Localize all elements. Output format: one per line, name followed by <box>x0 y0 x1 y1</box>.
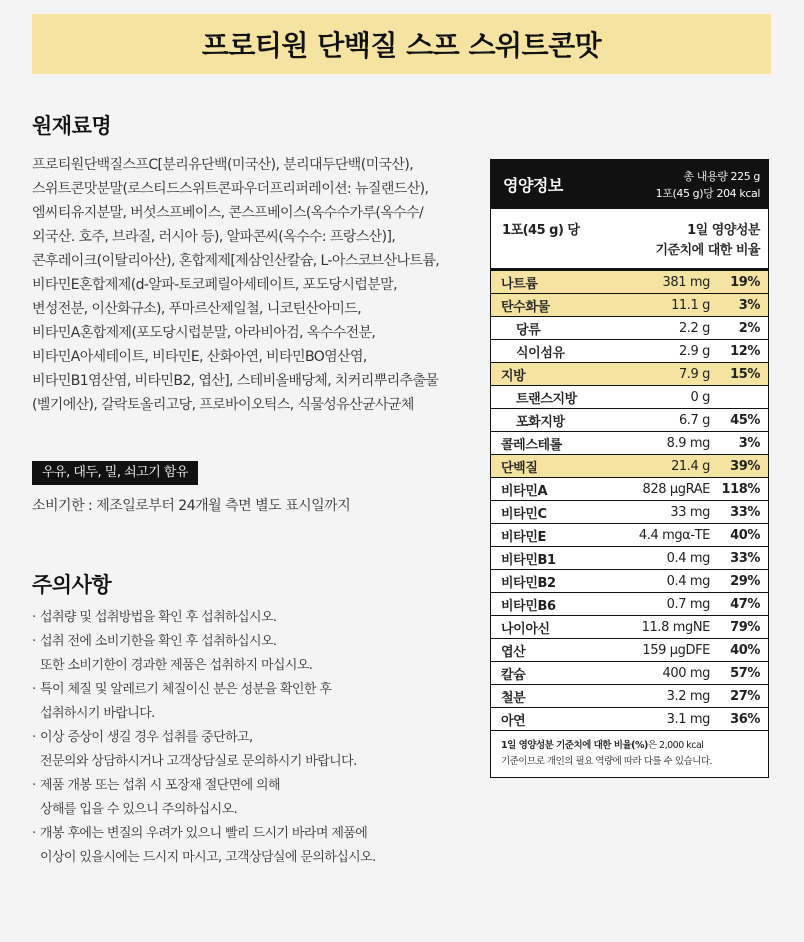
nutrition-subheader <box>491 209 768 271</box>
nutrition-footnote <box>491 731 768 770</box>
nutrition-row <box>491 662 768 685</box>
nutrition-row <box>491 501 768 524</box>
nutrition-row <box>491 639 768 662</box>
nutrient-name: 지방 <box>501 368 526 384</box>
nutrient-name: 비타민E <box>501 529 546 545</box>
nutrition-title: 영양정보 <box>503 176 563 195</box>
daily-value-line1: 1일 영양성분 <box>687 223 760 238</box>
nutrient-name: 단백질 <box>501 460 538 476</box>
nutrition-total <box>656 168 760 202</box>
nutrient-percent: 2% <box>738 320 760 336</box>
nutrition-rows <box>491 271 768 731</box>
caution-line: 상해를 입을 수 있으니 주의하십시오. <box>40 802 238 817</box>
nutrient-amount: 8.9 mg <box>666 435 710 451</box>
nutrient-percent: 57% <box>730 665 760 681</box>
per-serving-label: 1포(45 g) 당 <box>502 223 580 238</box>
nutrient-amount: 0 g <box>690 389 710 405</box>
nutrient-name: 비타민B2 <box>501 575 556 591</box>
nutrition-panel <box>490 159 769 778</box>
caution-item <box>32 726 452 774</box>
caution-heading: 주의사항 <box>32 573 112 597</box>
nutrition-row <box>491 455 768 478</box>
daily-value-line2: 기준치에 대한 비율 <box>655 243 760 258</box>
footnote-rest: 은 2,000 kcal <box>647 740 704 751</box>
nutrition-row <box>491 708 768 731</box>
expiry-text: 소비기한 : 제조일로부터 24개월 측면 별도 표시일까지 <box>32 498 351 514</box>
nutrient-name: 비타민B6 <box>501 598 556 614</box>
nutrition-row <box>491 616 768 639</box>
nutrition-row <box>491 340 768 363</box>
nutrient-percent: 3% <box>738 297 760 313</box>
nutrient-name: 비타민A <box>501 483 548 499</box>
nutrient-percent: 45% <box>730 412 760 428</box>
nutrient-amount: 11.8 mgNE <box>641 619 710 635</box>
caution-item <box>32 822 452 870</box>
nutrient-amount: 400 mg <box>662 665 710 681</box>
bullet-mark: · <box>32 610 36 625</box>
nutrition-row <box>491 432 768 455</box>
nutrient-name: 포화지방 <box>516 414 565 430</box>
nutrition-row <box>491 386 768 409</box>
nutrient-amount: 6.7 g <box>678 412 710 428</box>
nutrient-percent: 3% <box>738 435 760 451</box>
nutrition-row <box>491 524 768 547</box>
caution-line: 제품 개봉 또는 섭취 시 포장재 절단면에 의해 <box>40 778 280 793</box>
nutrient-percent: 19% <box>730 274 760 290</box>
nutrient-amount: 7.9 g <box>678 366 710 382</box>
nutrient-name: 탄수화물 <box>501 299 550 315</box>
nutrient-amount: 3.2 mg <box>666 688 710 704</box>
nutrition-row <box>491 478 768 501</box>
nutrient-percent: 15% <box>730 366 760 382</box>
nutrition-row <box>491 547 768 570</box>
ingredients-heading: 원재료명 <box>32 114 112 138</box>
title-banner <box>32 14 771 74</box>
nutrient-percent: 47% <box>730 596 760 612</box>
nutrient-percent: 33% <box>730 550 760 566</box>
nutrient-amount: 3.1 mg <box>666 711 710 727</box>
ingredients-text: 프로티원단백질스프C[분리유단백(미국산), 분리대두단백(미국산), 스위트콘맛분말(로스티드스위트콘파우더프리퍼레이션: 뉴질랜드산), 엠씨티유지분말, 버섯스프베이스, 콘스프베이스(옥수수가루(옥수수/외국산. 호주, 브라질, 러시아 등), 알파콘씨(옥수수: 프랑스산)], 콘후레이크(이탈리아산), 혼합제제[제삼인산칼슘, L-아스코브산나트륨, 비타민E혼합제제(d-알파-토코페릴아세테이트, 포도당시럽분말, 변성전분, 이산화규소), 푸마르산제일철, 니코틴산아미드, 비타민A혼합제제(포도당시럽분말, 아라비아검, 옥수수전분, 비타민A아세테이트, 비타민E, 산화아연, 비타민BO염산염, 비타민B1염산염, 비타민B2, 엽산], 스테비올배당체, 치커리뿌리추출물(벨기에산), 갈락토올리고당, 프로바이오틱스, 식물성유산균사균체 <box>32 157 440 413</box>
nutrient-amount: 4.4 mgα-TE <box>638 527 710 543</box>
total-content: 총 내용량 225 g <box>683 169 760 183</box>
nutrient-percent: 36% <box>730 711 760 727</box>
nutrient-amount: 381 mg <box>662 274 710 290</box>
nutrition-row <box>491 363 768 386</box>
nutrition-row <box>491 685 768 708</box>
caution-line: 전문의와 상담하시거나 고객상담실로 문의하시기 바랍니다. <box>40 754 357 769</box>
nutrition-row <box>491 271 768 294</box>
product-title: 프로티원 단백질 스프 스위트콘맛 <box>201 29 602 62</box>
caution-list <box>32 606 452 870</box>
caution-item <box>32 630 452 678</box>
nutrient-name: 당류 <box>516 322 541 338</box>
footnote-line2: 기준이므로 개인의 필요 역량에 따라 다를 수 있습니다. <box>501 756 713 767</box>
nutrient-name: 비타민B1 <box>501 552 556 568</box>
nutrient-name: 콜레스테롤 <box>501 437 562 453</box>
nutrient-amount: 2.2 g <box>678 320 710 336</box>
nutrition-row <box>491 317 768 340</box>
nutrient-amount: 21.4 g <box>671 458 710 474</box>
nutrition-row <box>491 593 768 616</box>
caution-line: 특이 체질 및 알레르기 체질이신 분은 성분을 확인한 후 <box>40 682 332 697</box>
caution-line: 이상 증상이 생길 경우 섭취를 중단하고, <box>40 730 253 745</box>
nutrient-name: 아연 <box>501 713 526 729</box>
bullet-mark: · <box>32 826 36 841</box>
caution-item <box>32 774 452 822</box>
nutrient-name: 나이아신 <box>501 621 550 637</box>
nutrition-row <box>491 294 768 317</box>
caution-line: 섭취 전에 소비기한을 확인 후 섭취하십시오. <box>40 634 277 649</box>
nutrient-percent: 12% <box>730 343 760 359</box>
caution-line: 개봉 후에는 변질의 우려가 있으니 빨리 드시기 바라며 제품에 <box>40 826 368 841</box>
nutrient-name: 식이섬유 <box>516 345 565 361</box>
nutrient-amount: 828 μgRAE <box>642 481 710 497</box>
allergen-badge: 우유, 대두, 밀, 쇠고기 함유 <box>32 461 198 485</box>
nutrient-percent: 79% <box>730 619 760 635</box>
nutrient-percent: 29% <box>730 573 760 589</box>
nutrient-amount: 0.4 mg <box>666 550 710 566</box>
nutrient-amount: 2.9 g <box>678 343 710 359</box>
nutrient-name: 철분 <box>501 690 526 706</box>
nutrient-percent: 118% <box>721 481 760 497</box>
nutrient-amount: 0.4 mg <box>666 573 710 589</box>
nutrition-header <box>491 160 768 209</box>
daily-value-label <box>655 221 760 261</box>
nutrition-row <box>491 409 768 432</box>
nutrient-name: 엽산 <box>501 644 526 660</box>
nutrient-amount: 159 μgDFE <box>642 642 710 658</box>
nutrient-percent: 33% <box>730 504 760 520</box>
caution-line: 또한 소비기한이 경과한 제품은 섭취하지 마십시오. <box>40 658 313 673</box>
caution-line: 섭취하시기 바랍니다. <box>40 706 155 721</box>
nutrient-amount: 0.7 mg <box>666 596 710 612</box>
nutrient-name: 칼슘 <box>501 667 526 683</box>
nutrient-name: 비타민C <box>501 506 547 522</box>
caution-item <box>32 606 452 630</box>
caution-line: 섭취량 및 섭취방법을 확인 후 섭취하십시오. <box>40 610 277 625</box>
bullet-mark: · <box>32 682 36 697</box>
nutrient-amount: 11.1 g <box>671 297 710 313</box>
bullet-mark: · <box>32 634 36 649</box>
nutrient-name: 트랜스지방 <box>516 391 577 407</box>
serving-kcal: 1포(45 g)당 204 kcal <box>655 186 760 200</box>
nutrient-amount: 33 mg <box>670 504 710 520</box>
nutrient-percent: 40% <box>730 527 760 543</box>
nutrient-percent: 27% <box>730 688 760 704</box>
caution-line: 이상이 있을시에는 드시지 마시고, 고객상담실에 문의하십시오. <box>40 850 376 865</box>
nutrient-percent: 40% <box>730 642 760 658</box>
nutrient-percent: 39% <box>730 458 760 474</box>
footnote-bold: 1일 영양성분 기준치에 대한 비율(%) <box>501 740 648 751</box>
bullet-mark: · <box>32 778 36 793</box>
nutrient-name: 나트륨 <box>501 276 538 292</box>
caution-item <box>32 678 452 726</box>
bullet-mark: · <box>32 730 36 745</box>
nutrition-row <box>491 570 768 593</box>
